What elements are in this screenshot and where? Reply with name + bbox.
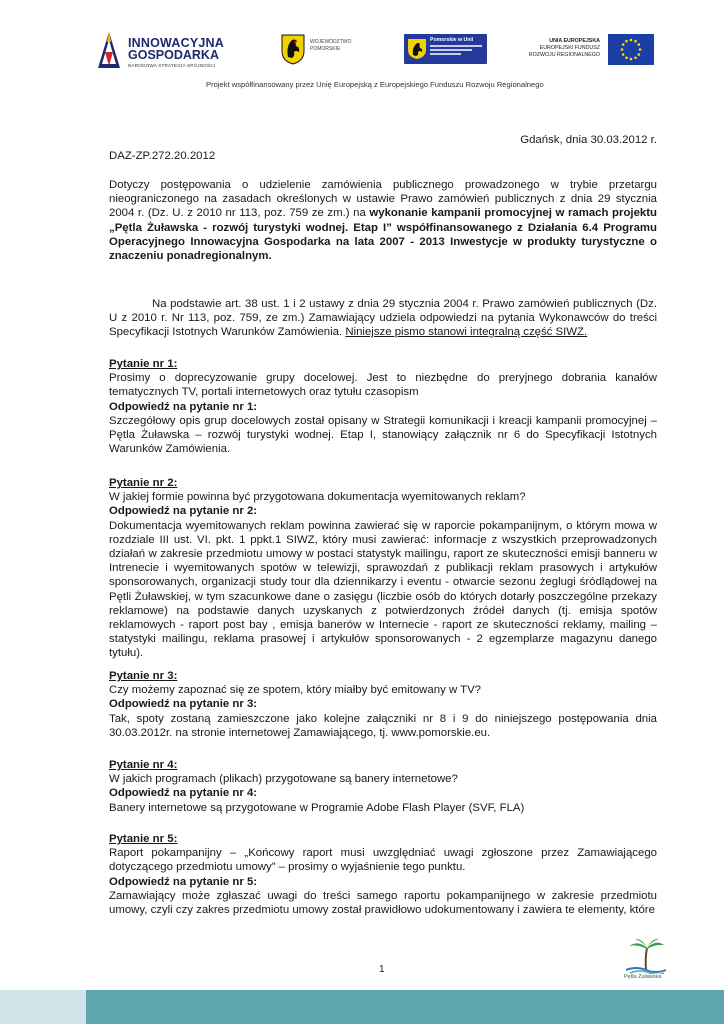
basis-plain-text: Na podstawie art. 38 ust. 1 i 2 ustawy z dnia 29 stycznia 2004 r. Prawo zamówień publicznych (Dz. U z 2010 r. Nr 113, poz. 759, ze zm.) Zamawiający udziela odpowiedzi na pytania Wykonawców do treści Specyfikacji Istotnych Warunków Zamówienia. bbox=[109, 298, 657, 339]
ue-logo-line2: EUROPEJSKI FUNDUSZ bbox=[539, 45, 600, 51]
question-text: W jakiej formie powinna być przygotowana dokumentacja wyemitowanych reklam? bbox=[109, 491, 526, 504]
unia-europejska-logo bbox=[526, 34, 654, 66]
wojewodztwo-line1: WOJEWÓDZTWO bbox=[310, 39, 352, 45]
page-number: 1 bbox=[379, 964, 385, 975]
intro-paragraph bbox=[109, 178, 657, 263]
qa-block-5 bbox=[109, 832, 657, 917]
pomorskie-crest-icon bbox=[407, 38, 427, 60]
question-label: Pytanie nr 3: bbox=[109, 670, 178, 682]
petla-zulawska-logo bbox=[620, 936, 672, 984]
question-label: Pytanie nr 2: bbox=[109, 477, 178, 489]
question-text: Raport pokampanijny – „Końcowy raport musi uwzględniać uwagi zgłoszone przez Zamawiającego dotyczącego przedmiotu umowy” – prosimy o wyjaśnienie tego punktu. bbox=[109, 847, 657, 874]
question-label: Pytanie nr 5: bbox=[109, 833, 178, 845]
question-label: Pytanie nr 1: bbox=[109, 358, 178, 370]
answer-text: Zamawiający może zgłaszać uwagi do treści samego raportu pokampanijnego w zakresie przedmiotu umowy, czyli czy zakres przedmiotu umowy został prawidłowo udokumentowany i zawiera te elementy, które bbox=[109, 889, 657, 917]
innowacyjna-gospodarka-logo-icon bbox=[96, 30, 122, 70]
wojewodztwo-pomorskie-logo bbox=[280, 33, 360, 69]
answer-label: Odpowiedź na pytanie nr 2: bbox=[109, 505, 258, 518]
ue-logo-line3: ROZWOJU REGIONALNEGO bbox=[528, 52, 600, 58]
question-text: Czy możemy zapoznać się ze spotem, który miałby być emitowany w TV? bbox=[109, 684, 482, 697]
petla-logo-label: Pętla Żuławska bbox=[624, 974, 662, 980]
innowacyjna-gospodarka-logo bbox=[94, 28, 244, 72]
wojewodztwo-line2: POMORSKIE bbox=[310, 46, 341, 52]
palm-tree-icon bbox=[620, 936, 672, 974]
document-reference: DAZ-ZP.272.20.2012 bbox=[109, 150, 216, 162]
qa-block-2 bbox=[109, 476, 657, 661]
qa-block-3 bbox=[109, 669, 657, 740]
basis-underlined-text: Niniejsze pismo stanowi integralną część SIWZ. bbox=[345, 326, 588, 339]
question-text: Prosimy o doprecyzowanie grupy docelowej. Jest to niezbędne do preryjnego dobrania kanałów tematycznych TV, portali internetowych oraz tytułu czasopism bbox=[109, 372, 657, 399]
basis-paragraph bbox=[109, 297, 657, 340]
ig-logo-line2: GOSPODARKA bbox=[128, 48, 219, 62]
question-text: W jakich programach (plikach) przygotowane są banery internetowe? bbox=[109, 773, 458, 786]
pomorskie-w-unii-logo bbox=[404, 34, 487, 64]
document-date: Gdańsk, dnia 30.03.2012 r. bbox=[520, 134, 657, 146]
footer-teal-band bbox=[86, 990, 724, 1024]
answer-text: Tak, spoty zostaną zamieszczone jako kolejne załączniki nr 8 i 9 do niniejszego postępowania dnia 30.03.2012r. na stronie internetowej Zamawiającego, tj. www.pomorskie.eu. bbox=[109, 712, 657, 739]
header-logos bbox=[94, 28, 654, 72]
intro-bold-text: wykonanie kampanii promocyjnej w ramach projektu „Pętla Żuławska - rozwój turystyki wodnej. Etap I” współfinansowanego z Działania 6.4 Programu Operacyjnego Innowacyjna Gospodarka na lata 2007 - 2013 Inwestycje w produkty turystyczne o znaczeniu ponadregionalnym. bbox=[109, 207, 657, 263]
ig-logo-line3: NARODOWA STRATEGIA SPÓJNOŚCI bbox=[128, 63, 216, 68]
answer-label: Odpowiedź na pytanie nr 4: bbox=[109, 787, 258, 800]
pomorskie-logo-subtext bbox=[430, 45, 482, 57]
griffin-crest-icon bbox=[280, 33, 306, 65]
ue-logo-line1: UNIA EUROPEJSKA bbox=[549, 38, 600, 44]
answer-label: Odpowiedź na pytanie nr 1: bbox=[109, 400, 258, 413]
answer-text: Szczegółowy opis grup docelowych został opisany w Strategii komunikacji i kreacji kampanii promocyjnej – Pętla Żuławska – rozwój turystyki wodnej. Etap I, stanowiący załącznik nr 6 do Specyfikacji Istotnych Warunków Zamówienia. bbox=[109, 414, 657, 456]
answer-text: Banery internetowe są przygotowane w Programie Adobe Flash Player (SVF, FLA) bbox=[109, 801, 525, 814]
cofinancing-note: Projekt współfinansowany przez Unię Europejską z Europejskiego Funduszu Rozwoju Regionalnego bbox=[206, 80, 544, 89]
answer-label: Odpowiedź na pytanie nr 5: bbox=[109, 875, 258, 888]
pomorskie-logo-title: Pomorskie w Unii bbox=[430, 37, 474, 43]
ig-logo-line1: INNOWACYJNA bbox=[128, 36, 224, 50]
qa-block-1 bbox=[109, 357, 657, 456]
answer-text: Dokumentacja wyemitowanych reklam powinna zawierać się w raporcie pokampanijnym, o którym mowa w rozdziale III ust. VI. pkt. 1 ppkt.1 SIWZ, który musi zawierać: informacje z wszystkich przeprowadzonych działań w zakresie przedmiotu umowy w postaci statystyk mailingu, raport ze skuteczności emisji banneru w Intrenecie i wyemitowanych spotów w telewizji, sprawozdań z publikacji reklam prasowych i artykułów sponsorowanych, organizacji study tour dla dziennikarzy i eventu - otwarcie sezonu żeglugi śródlądowej na Pętli Żuławskiej, w tym szacunkowe dane o zasięgu (liczbie osób do których dotarły poszczególne przekazy reklamowe) na podstawie danych uzyskanych z potwierdzonych źródeł danych (tj. emisja spotów reklamowych - raport post bay , emisja banerów w Internecie - raport ze skuteczności reklamy, mailing – statystyki mailingu, reklama prasowej i artykułów sponsorowanych - 2 egzemplarze magazynu danego tytułu). bbox=[109, 519, 657, 660]
qa-block-4 bbox=[109, 758, 657, 815]
question-label: Pytanie nr 4: bbox=[109, 759, 178, 771]
eu-flag-icon bbox=[608, 34, 654, 65]
footer-bar bbox=[0, 990, 724, 1024]
intro-plain-text: Dotyczy postępowania o udzielenie zamówienia publicznego prowadzonego w trybie przetargu nieograniczonego na zasadach określonych w ustawie Prawo zamówień publicznych z dnia 29 stycznia 2004 r. (Dz. U. z 2010 nr 113, poz. 759 ze zm.) na bbox=[109, 179, 657, 220]
answer-label: Odpowiedź na pytanie nr 3: bbox=[109, 698, 258, 711]
